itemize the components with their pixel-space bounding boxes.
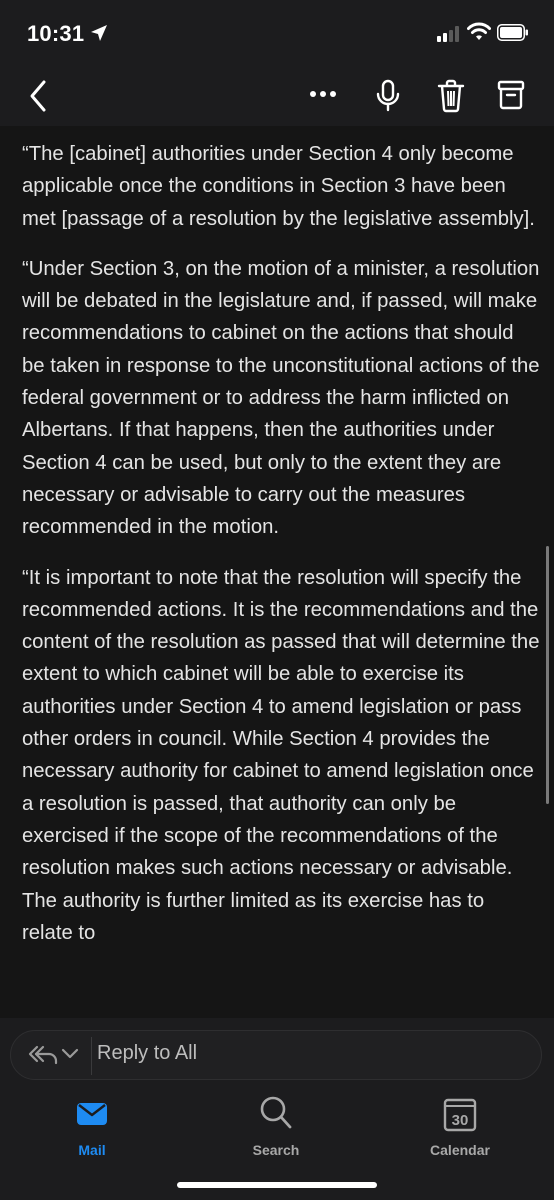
tab-calendar[interactable]: [400, 1094, 520, 1158]
email-body[interactable]: [0, 126, 554, 1026]
archive-icon[interactable]: [496, 78, 526, 114]
email-toolbar: [0, 66, 554, 126]
chevron-left-icon[interactable]: [26, 78, 52, 114]
email-paragraph: “It is important to note that the resolution will specify the recommended actions. It is the recommendations and the content of the resolution as passed that will determine the extent to which cabinet will be able to exercise its authorities under Section 4 to amend legislation or pass other orders in council. While Section 4 provides the necessary authority for cabinet to amend legislation once a resolution is passed, that authority can only be exercised if the scope of the recommendations of the resolution makes such actions necessary or advisable. The authority is further limited as its exercise has to relate to: [22, 566, 540, 944]
microphone-icon[interactable]: [374, 78, 402, 114]
more-icon[interactable]: [307, 84, 339, 104]
tab-search[interactable]: [216, 1094, 336, 1158]
reply-divider: [91, 1037, 92, 1075]
chevron-down-icon[interactable]: [61, 1047, 79, 1061]
email-paragraph: “The [cabinet] authorities under Section 4 only become applicable once the conditions in Section 3 have been met [passage of a resolution by the legislative assembly].: [22, 143, 535, 230]
battery-icon: [497, 24, 529, 41]
reply-all-icon[interactable]: [27, 1043, 59, 1067]
reply-all-label[interactable]: Reply to All: [97, 1042, 198, 1064]
tab-mail[interactable]: [32, 1094, 152, 1158]
email-paragraph: “Under Section 3, on the motion of a minister, a resolution will be debated in the legislature and, if passed, will make recommendations to cabinet on the actions that should be taken in response to the unconstitutional actions of the federal government or to address the harm inflicted on Albertans. If that happens, then the authorities under Section 4 can be used, but only to the extent they are necessary or advisable to carry out the measures recommended in the motion.: [22, 257, 540, 539]
cellular-signal-icon: [437, 26, 461, 42]
email-paragraphs: [22, 138, 540, 967]
home-indicator[interactable]: [177, 1182, 377, 1188]
reply-all-bar[interactable]: [10, 1030, 542, 1080]
status-time: 10:31: [27, 21, 85, 46]
calendar-icon: [443, 1094, 477, 1134]
scrollbar[interactable]: [546, 546, 549, 804]
location-arrow-icon: [90, 24, 108, 42]
trash-icon[interactable]: [436, 78, 466, 114]
calendar-day: 30: [451, 1112, 469, 1129]
tab-calendar-label: Calendar: [430, 1142, 490, 1158]
wifi-icon: [467, 22, 491, 42]
mail-icon: [76, 1094, 108, 1134]
status-bar: [0, 0, 554, 66]
tab-search-label: Search: [252, 1142, 300, 1158]
search-icon: [258, 1094, 294, 1134]
tab-mail-label: Mail: [78, 1142, 106, 1158]
bottom-bar: [0, 1018, 554, 1200]
